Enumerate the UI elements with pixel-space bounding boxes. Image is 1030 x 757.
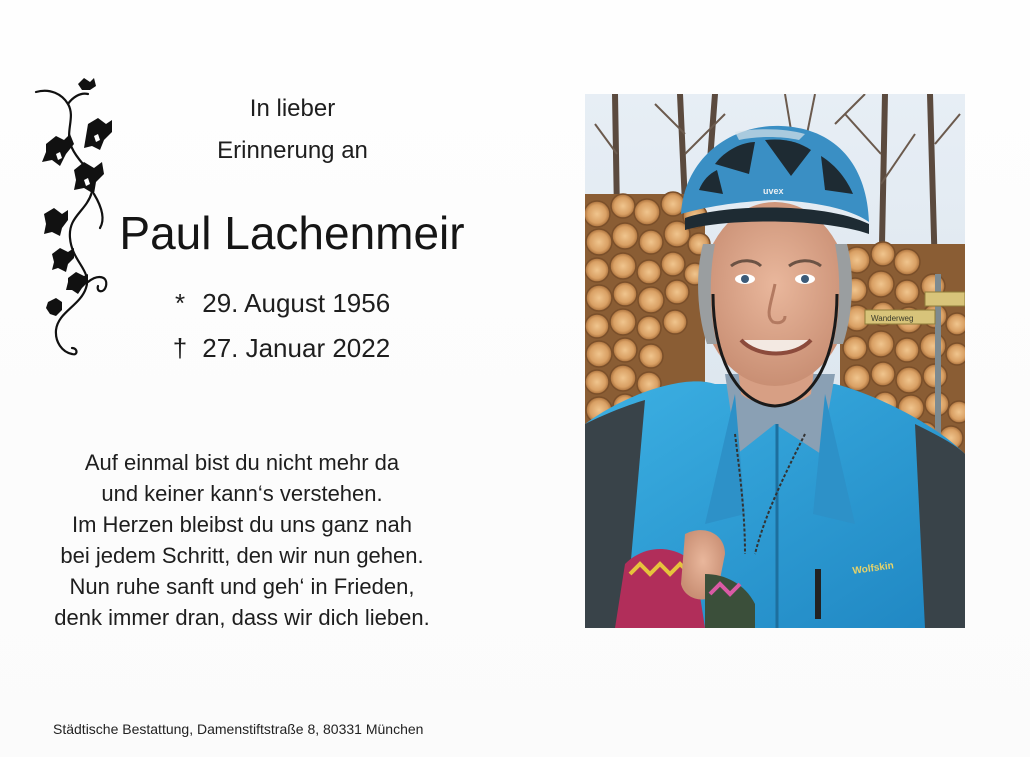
- poem-line: bei jedem Schritt, den wir nun gehen.: [60, 543, 424, 568]
- deceased-name: Paul Lachenmeir: [119, 207, 465, 259]
- sign-text: Wanderweg: [871, 314, 914, 323]
- birth-date-row: [165, 290, 425, 316]
- death-date: 27. Januar 2022: [202, 333, 391, 363]
- portrait-photo: [585, 94, 965, 628]
- ivy-vine-icon: [28, 74, 118, 364]
- poem-line: Im Herzen bleibst du uns ganz nah: [72, 512, 412, 537]
- intro-line-2: Erinnerung an: [217, 137, 368, 164]
- death-date-row: [165, 335, 425, 361]
- jacket-brand: Wolfskin: [851, 560, 895, 577]
- death-cross-icon: †: [172, 333, 188, 363]
- poem-line: Nun ruhe sanft und geh‘ in Frieden,: [69, 574, 415, 599]
- poem-line: denk immer dran, dass wir dich lieben.: [54, 605, 430, 630]
- poem-line: und keiner kann‘s verstehen.: [101, 481, 383, 506]
- intro-line-1: In lieber: [249, 95, 336, 122]
- funeral-home-footer: Städtische Bestattung, Damenstiftstraße 8, 80331 München: [53, 721, 424, 737]
- birth-star-icon: *: [174, 288, 186, 318]
- poem: [20, 452, 464, 632]
- helmet-brand: uvex: [763, 186, 784, 196]
- poem-line: Auf einmal bist du nicht mehr da: [84, 450, 400, 475]
- birth-date: 29. August 1956: [202, 288, 391, 318]
